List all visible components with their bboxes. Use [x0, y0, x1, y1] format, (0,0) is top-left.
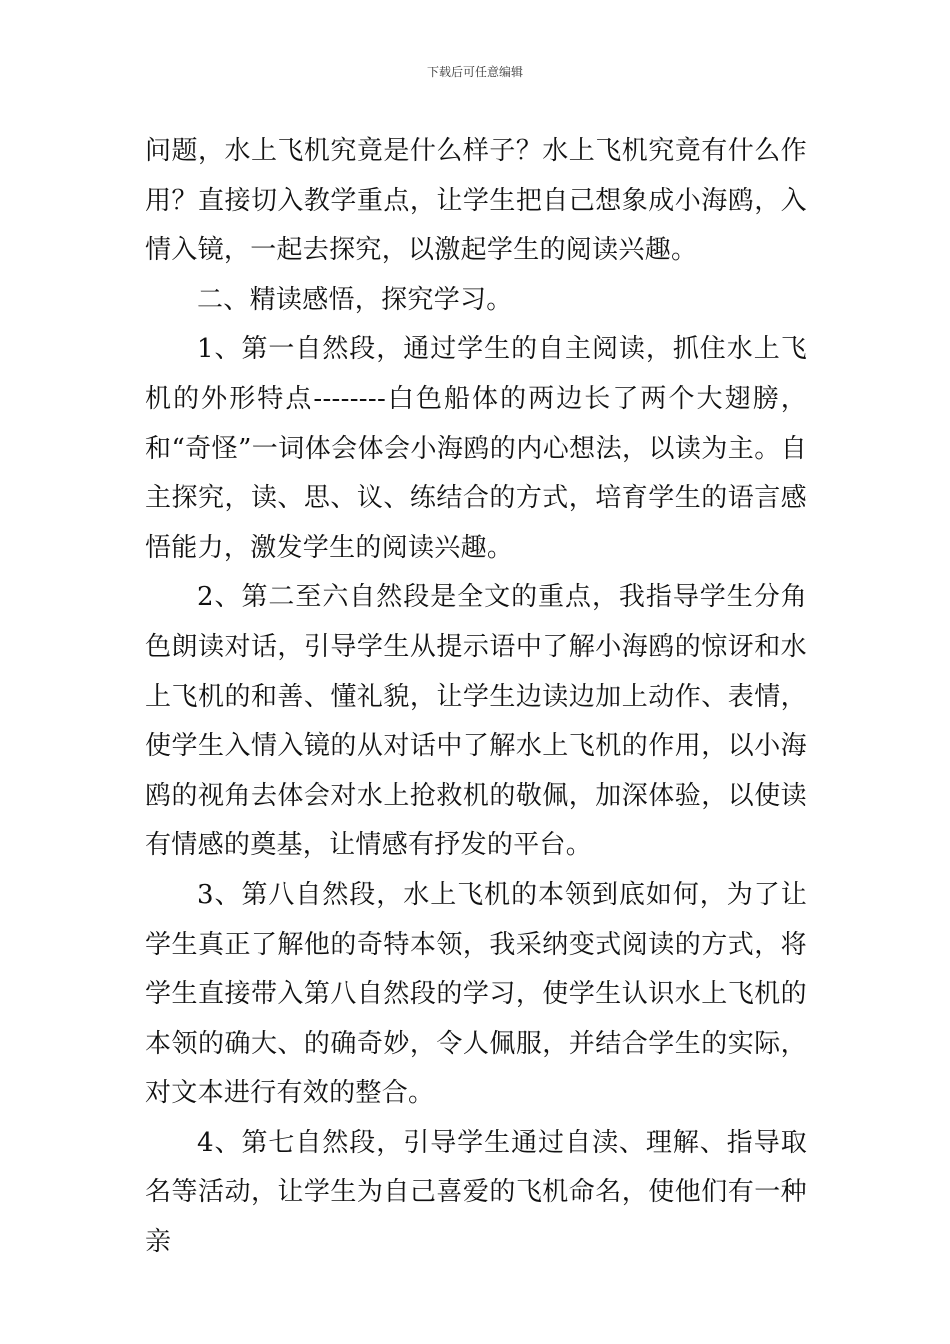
document-body — [145, 127, 807, 1268]
section-heading: 二、精读感悟，探究学习。 — [197, 284, 513, 315]
paragraph-item-3: 3、第八自然段，水上飞机的本领到底如何，为了让学生真正了解他的奇特本领，我采纳变式阅读的方式，将学生直接带入第八自然段的学习，使学生认识水上飞机的本领的确大、的确奇妙，令人佩服，并结合学生的实际，对文本进行有效的整合。 — [145, 879, 807, 1109]
paragraph-item-2: 2、第二至六自然段是全文的重点，我指导学生分角色朗读对话，引导学生从提示语中了解小海鸥的惊讶和水上飞机的和善、懂礼貌，让学生边读边加上动作、表情，使学生入情入镜的从对话中了解水上飞机的作用，以小海鸥的视角去体会对水上抢救机的敬佩，加深体验，以使读有情感的奠基，让情感有抒发的平台。 — [145, 582, 807, 861]
paragraph-item-1: 1、第一自然段，通过学生的自主阅读，抓住水上飞机的外形特点--------白色船体的两边长了两个大翅膀，和“奇怪”一词体会体会小海鸥的内心想法，以读为主。自主探究，读、思、议、练结合的方式，培育学生的语言感悟能力，激发学生的阅读兴趣。 — [145, 334, 807, 563]
page-header-note: 下载后可任意编辑 — [426, 65, 523, 79]
paragraph-continuation: 问题，水上飞机究竟是什么样子？水上飞机究竟有什么作用？直接切入教学重点，让学生把自己想象成小海鸥，入情入镜，一起去探究，以激起学生的阅读兴趣。 — [145, 136, 807, 266]
paragraph-item-4: 4、第七自然段，引导学生通过自渎、理解、指导取名等活动，让学生为自己喜爱的飞机命名，使他们有一种亲 — [145, 1127, 807, 1258]
